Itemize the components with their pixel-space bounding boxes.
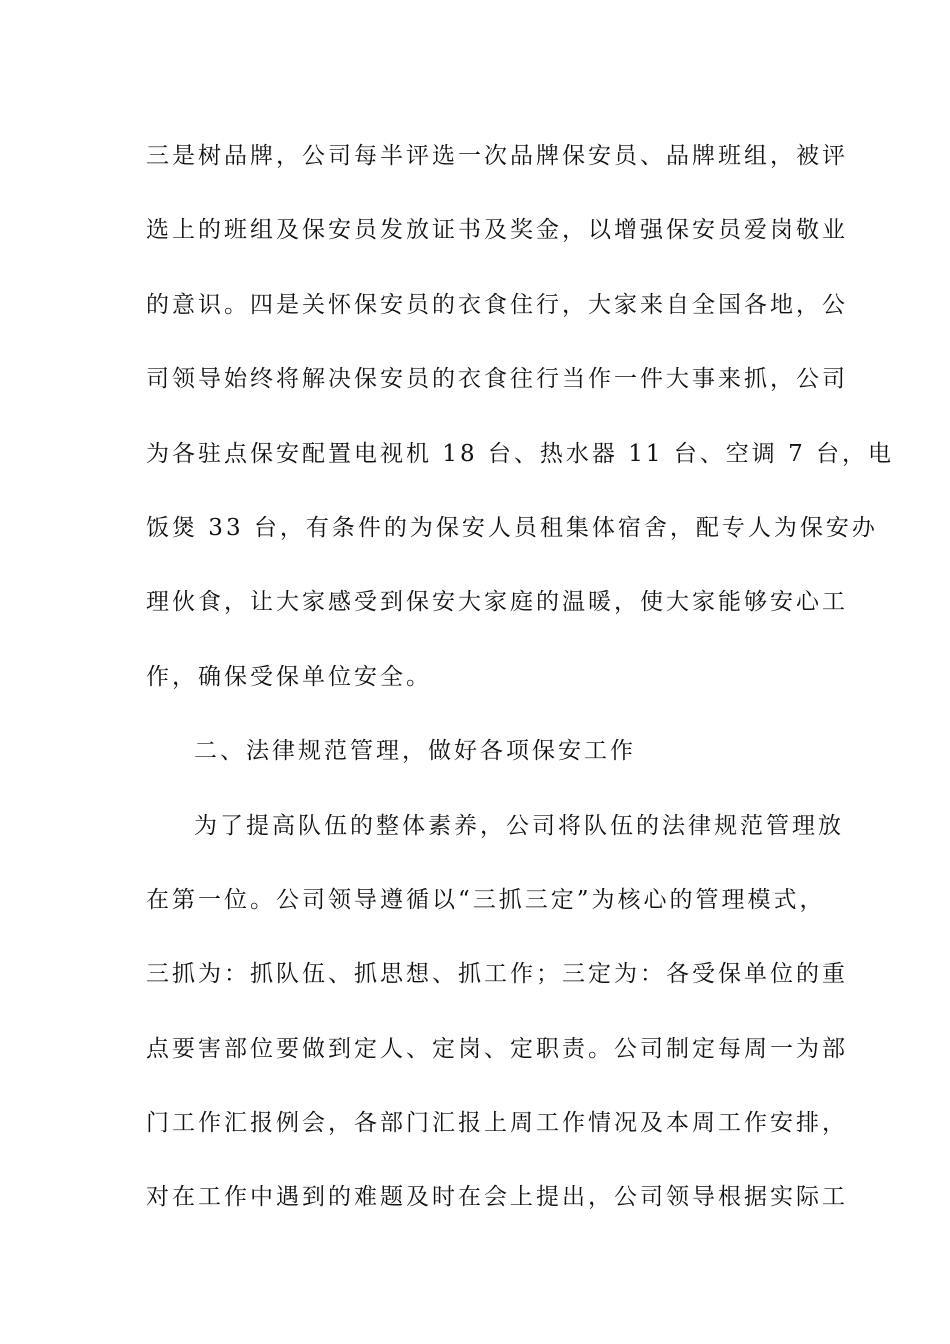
body-line: 对在工作中遇到的难题及时在会上提出，公司领导根据实际工 — [146, 1184, 848, 1211]
section-heading: 二、法律规范管理，做好各项保安工作 — [194, 738, 636, 765]
body-line: 点要害部位要做到定人、定岗、定职责。公司制定每周一为部 — [146, 1035, 848, 1062]
body-line: 作，确保受保单位安全。 — [146, 663, 432, 690]
body-line: 门工作汇报例会，各部门汇报上周工作情况及本周工作安排， — [146, 1110, 848, 1137]
document-body — [146, 133, 895, 1249]
body-line: 三抓为：抓队伍、抓思想、抓工作；三定为：各受保单位的重 — [146, 961, 848, 988]
body-line: 为各驻点保安配置电视机 18 台、热水器 11 台、空调 7 台，电 — [146, 440, 895, 467]
paragraph-first-line: 为了提高队伍的整体素养，公司将队伍的法律规范管理放 — [194, 812, 844, 839]
body-line: 饭煲 33 台，有条件的为保安人员租集体宿舍，配专人为保安办 — [146, 514, 878, 541]
body-line: 司领导始终将解决保安员的衣食往行当作一件大事来抓，公司 — [146, 366, 848, 393]
body-line: 理伙食，让大家感受到保安大家庭的温暖，使大家能够安心工 — [146, 589, 848, 616]
body-line: 三是树品牌，公司每半评选一次品牌保安员、品牌班组，被评 — [146, 143, 848, 169]
body-line: 选上的班组及保安员发放证书及奖金，以增强保安员爱岗敬业 — [146, 217, 848, 244]
body-line: 的意识。四是关怀保安员的衣食住行，大家来自全国各地，公 — [146, 291, 848, 318]
body-line: 在第一位。公司领导遵循以“三抓三定”为核心的管理模式， — [146, 886, 826, 913]
